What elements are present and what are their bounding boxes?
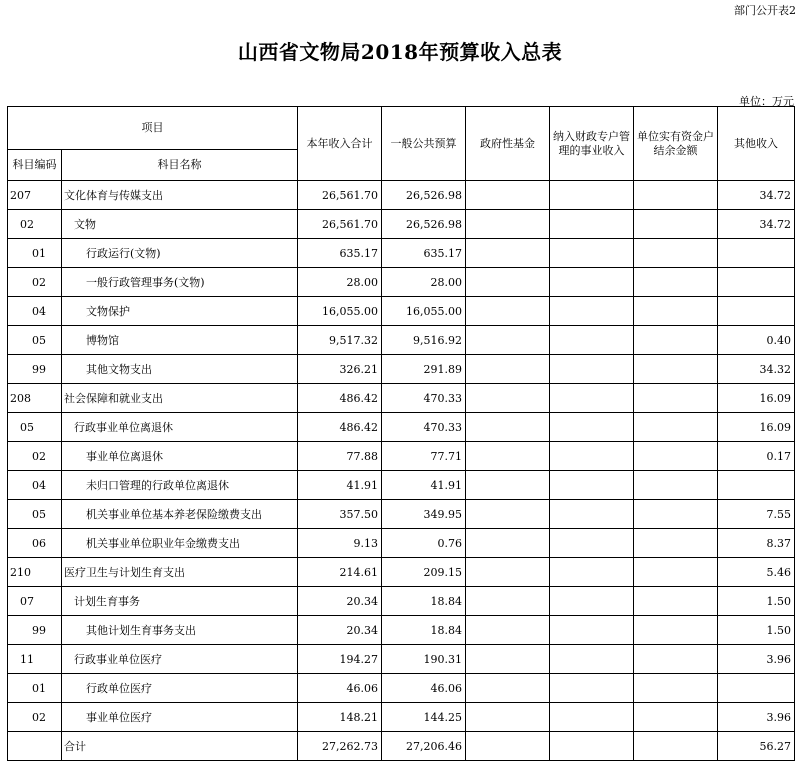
table-row [8, 181, 795, 210]
cell-general: 28.00 [382, 268, 466, 297]
table-row [8, 239, 795, 268]
cell-total: 9,517.32 [298, 326, 382, 355]
cell-name: 社会保障和就业支出 [62, 384, 298, 413]
cell-total: 194.27 [298, 645, 382, 674]
table-row [8, 326, 795, 355]
cell-name: 行政运行(文物) [62, 239, 298, 268]
cell-balance [634, 558, 718, 587]
cell-general: 16,055.00 [382, 297, 466, 326]
table-row [8, 500, 795, 529]
table-row [8, 210, 795, 239]
cell-fund [466, 674, 550, 703]
cell-balance [634, 616, 718, 645]
table-header [8, 107, 795, 181]
cell-name: 行政事业单位医疗 [62, 645, 298, 674]
cell-code: 208 [8, 384, 62, 413]
budget-revenue-table [7, 106, 795, 761]
cell-fund [466, 558, 550, 587]
cell-name: 医疗卫生与计划生育支出 [62, 558, 298, 587]
table-row [8, 674, 795, 703]
cell-general: 470.33 [382, 384, 466, 413]
cell-other [718, 268, 795, 297]
cell-name: 合计 [62, 732, 298, 761]
cell-general: 9,516.92 [382, 326, 466, 355]
cell-fund [466, 616, 550, 645]
cell-name: 机关事业单位基本养老保险缴费支出 [62, 500, 298, 529]
cell-total: 20.34 [298, 587, 382, 616]
cell-special [550, 500, 634, 529]
cell-special [550, 239, 634, 268]
header-code: 科目编码 [8, 150, 62, 181]
cell-balance [634, 645, 718, 674]
cell-total: 41.91 [298, 471, 382, 500]
cell-other: 5.46 [718, 558, 795, 587]
cell-other: 34.32 [718, 355, 795, 384]
cell-code: 07 [8, 587, 62, 616]
cell-code: 05 [8, 500, 62, 529]
cell-special [550, 355, 634, 384]
cell-fund [466, 384, 550, 413]
cell-total: 214.61 [298, 558, 382, 587]
cell-balance [634, 413, 718, 442]
table-row [8, 268, 795, 297]
cell-total: 26,561.70 [298, 181, 382, 210]
cell-special [550, 471, 634, 500]
cell-name: 一般行政管理事务(文物) [62, 268, 298, 297]
cell-general: 470.33 [382, 413, 466, 442]
table-row [8, 413, 795, 442]
table-row [8, 384, 795, 413]
cell-name: 文物 [62, 210, 298, 239]
cell-special [550, 558, 634, 587]
cell-balance [634, 529, 718, 558]
table-row [8, 529, 795, 558]
cell-code: 01 [8, 239, 62, 268]
cell-fund [466, 732, 550, 761]
cell-balance [634, 181, 718, 210]
cell-other: 16.09 [718, 384, 795, 413]
cell-name: 文物保护 [62, 297, 298, 326]
cell-fund [466, 355, 550, 384]
cell-other: 7.55 [718, 500, 795, 529]
cell-total: 486.42 [298, 413, 382, 442]
cell-fund [466, 529, 550, 558]
cell-code: 05 [8, 413, 62, 442]
cell-total: 28.00 [298, 268, 382, 297]
cell-other: 16.09 [718, 413, 795, 442]
cell-general: 77.71 [382, 442, 466, 471]
unit-label: 单位：万元 [739, 95, 794, 108]
cell-code: 01 [8, 674, 62, 703]
cell-total: 77.88 [298, 442, 382, 471]
cell-special [550, 297, 634, 326]
cell-code [8, 732, 62, 761]
cell-code: 06 [8, 529, 62, 558]
cell-other: 56.27 [718, 732, 795, 761]
cell-general: 291.89 [382, 355, 466, 384]
cell-balance [634, 442, 718, 471]
cell-general: 18.84 [382, 587, 466, 616]
cell-special [550, 732, 634, 761]
cell-other [718, 471, 795, 500]
cell-fund [466, 442, 550, 471]
cell-special [550, 645, 634, 674]
cell-general: 349.95 [382, 500, 466, 529]
cell-general: 46.06 [382, 674, 466, 703]
cell-fund [466, 268, 550, 297]
cell-total: 148.21 [298, 703, 382, 732]
table-row [8, 732, 795, 761]
cell-name: 行政单位医疗 [62, 674, 298, 703]
header-general: 一般公共预算 [382, 107, 466, 181]
cell-fund [466, 703, 550, 732]
table-row [8, 297, 795, 326]
table-row [8, 442, 795, 471]
table-row [8, 558, 795, 587]
cell-total: 9.13 [298, 529, 382, 558]
cell-fund [466, 326, 550, 355]
cell-other [718, 297, 795, 326]
cell-special [550, 616, 634, 645]
cell-special [550, 674, 634, 703]
cell-name: 行政事业单位离退休 [62, 413, 298, 442]
cell-name: 其他文物支出 [62, 355, 298, 384]
cell-fund [466, 210, 550, 239]
cell-total: 357.50 [298, 500, 382, 529]
cell-other: 8.37 [718, 529, 795, 558]
header-name: 科目名称 [62, 150, 298, 181]
cell-other: 0.40 [718, 326, 795, 355]
cell-other: 34.72 [718, 210, 795, 239]
cell-balance [634, 268, 718, 297]
cell-special [550, 442, 634, 471]
cell-general: 18.84 [382, 616, 466, 645]
cell-code: 99 [8, 616, 62, 645]
cell-other [718, 674, 795, 703]
cell-general: 190.31 [382, 645, 466, 674]
cell-general: 635.17 [382, 239, 466, 268]
cell-general: 144.25 [382, 703, 466, 732]
cell-code: 04 [8, 471, 62, 500]
header-fund: 政府性基金 [466, 107, 550, 181]
cell-special [550, 703, 634, 732]
cell-balance [634, 326, 718, 355]
cell-code: 05 [8, 326, 62, 355]
cell-general: 27,206.46 [382, 732, 466, 761]
cell-general: 26,526.98 [382, 210, 466, 239]
page-title: 山西省文物局2018年预算收入总表 [237, 40, 563, 64]
cell-fund [466, 297, 550, 326]
cell-total: 16,055.00 [298, 297, 382, 326]
cell-general: 0.76 [382, 529, 466, 558]
table-body [8, 181, 795, 761]
table-row [8, 616, 795, 645]
cell-balance [634, 239, 718, 268]
cell-special [550, 268, 634, 297]
cell-fund [466, 587, 550, 616]
cell-name: 机关事业单位职业年金缴费支出 [62, 529, 298, 558]
cell-name: 博物馆 [62, 326, 298, 355]
cell-code: 02 [8, 210, 62, 239]
cell-other: 0.17 [718, 442, 795, 471]
table-row [8, 355, 795, 384]
cell-name: 文化体育与传媒支出 [62, 181, 298, 210]
header-item: 项目 [8, 107, 298, 150]
cell-fund [466, 645, 550, 674]
cell-balance [634, 471, 718, 500]
table-row [8, 587, 795, 616]
cell-other: 1.50 [718, 616, 795, 645]
cell-other: 1.50 [718, 587, 795, 616]
cell-name: 其他计划生育事务支出 [62, 616, 298, 645]
cell-fund [466, 181, 550, 210]
cell-general: 26,526.98 [382, 181, 466, 210]
cell-balance [634, 384, 718, 413]
cell-other: 3.96 [718, 645, 795, 674]
cell-special [550, 413, 634, 442]
table-row [8, 645, 795, 674]
cell-balance [634, 210, 718, 239]
cell-fund [466, 500, 550, 529]
header-balance: 单位实有资金户结余金额 [634, 107, 718, 181]
cell-other: 3.96 [718, 703, 795, 732]
cell-balance [634, 703, 718, 732]
cell-balance [634, 500, 718, 529]
cell-fund [466, 413, 550, 442]
cell-special [550, 326, 634, 355]
cell-code: 207 [8, 181, 62, 210]
table-row [8, 703, 795, 732]
cell-balance [634, 355, 718, 384]
header-total: 本年收入合计 [298, 107, 382, 181]
cell-total: 26,561.70 [298, 210, 382, 239]
cell-total: 486.42 [298, 384, 382, 413]
cell-special [550, 384, 634, 413]
cell-name: 事业单位医疗 [62, 703, 298, 732]
cell-other: 34.72 [718, 181, 795, 210]
cell-total: 635.17 [298, 239, 382, 268]
header-other: 其他收入 [718, 107, 795, 181]
cell-total: 27,262.73 [298, 732, 382, 761]
cell-code: 210 [8, 558, 62, 587]
cell-balance [634, 587, 718, 616]
cell-code: 99 [8, 355, 62, 384]
cell-special [550, 587, 634, 616]
cell-code: 11 [8, 645, 62, 674]
table-number-label: 部门公开表2 [734, 4, 796, 17]
cell-name: 事业单位离退休 [62, 442, 298, 471]
cell-code: 02 [8, 442, 62, 471]
cell-other [718, 239, 795, 268]
header-special: 纳入财政专户管理的事业收入 [550, 107, 634, 181]
cell-fund [466, 471, 550, 500]
cell-name: 计划生育事务 [62, 587, 298, 616]
cell-code: 04 [8, 297, 62, 326]
cell-balance [634, 674, 718, 703]
cell-general: 41.91 [382, 471, 466, 500]
cell-code: 02 [8, 268, 62, 297]
cell-code: 02 [8, 703, 62, 732]
cell-balance [634, 732, 718, 761]
cell-special [550, 210, 634, 239]
cell-name: 未归口管理的行政单位离退休 [62, 471, 298, 500]
cell-total: 326.21 [298, 355, 382, 384]
cell-total: 46.06 [298, 674, 382, 703]
cell-fund [466, 239, 550, 268]
cell-balance [634, 297, 718, 326]
cell-special [550, 529, 634, 558]
table-row [8, 471, 795, 500]
cell-special [550, 181, 634, 210]
cell-general: 209.15 [382, 558, 466, 587]
cell-total: 20.34 [298, 616, 382, 645]
